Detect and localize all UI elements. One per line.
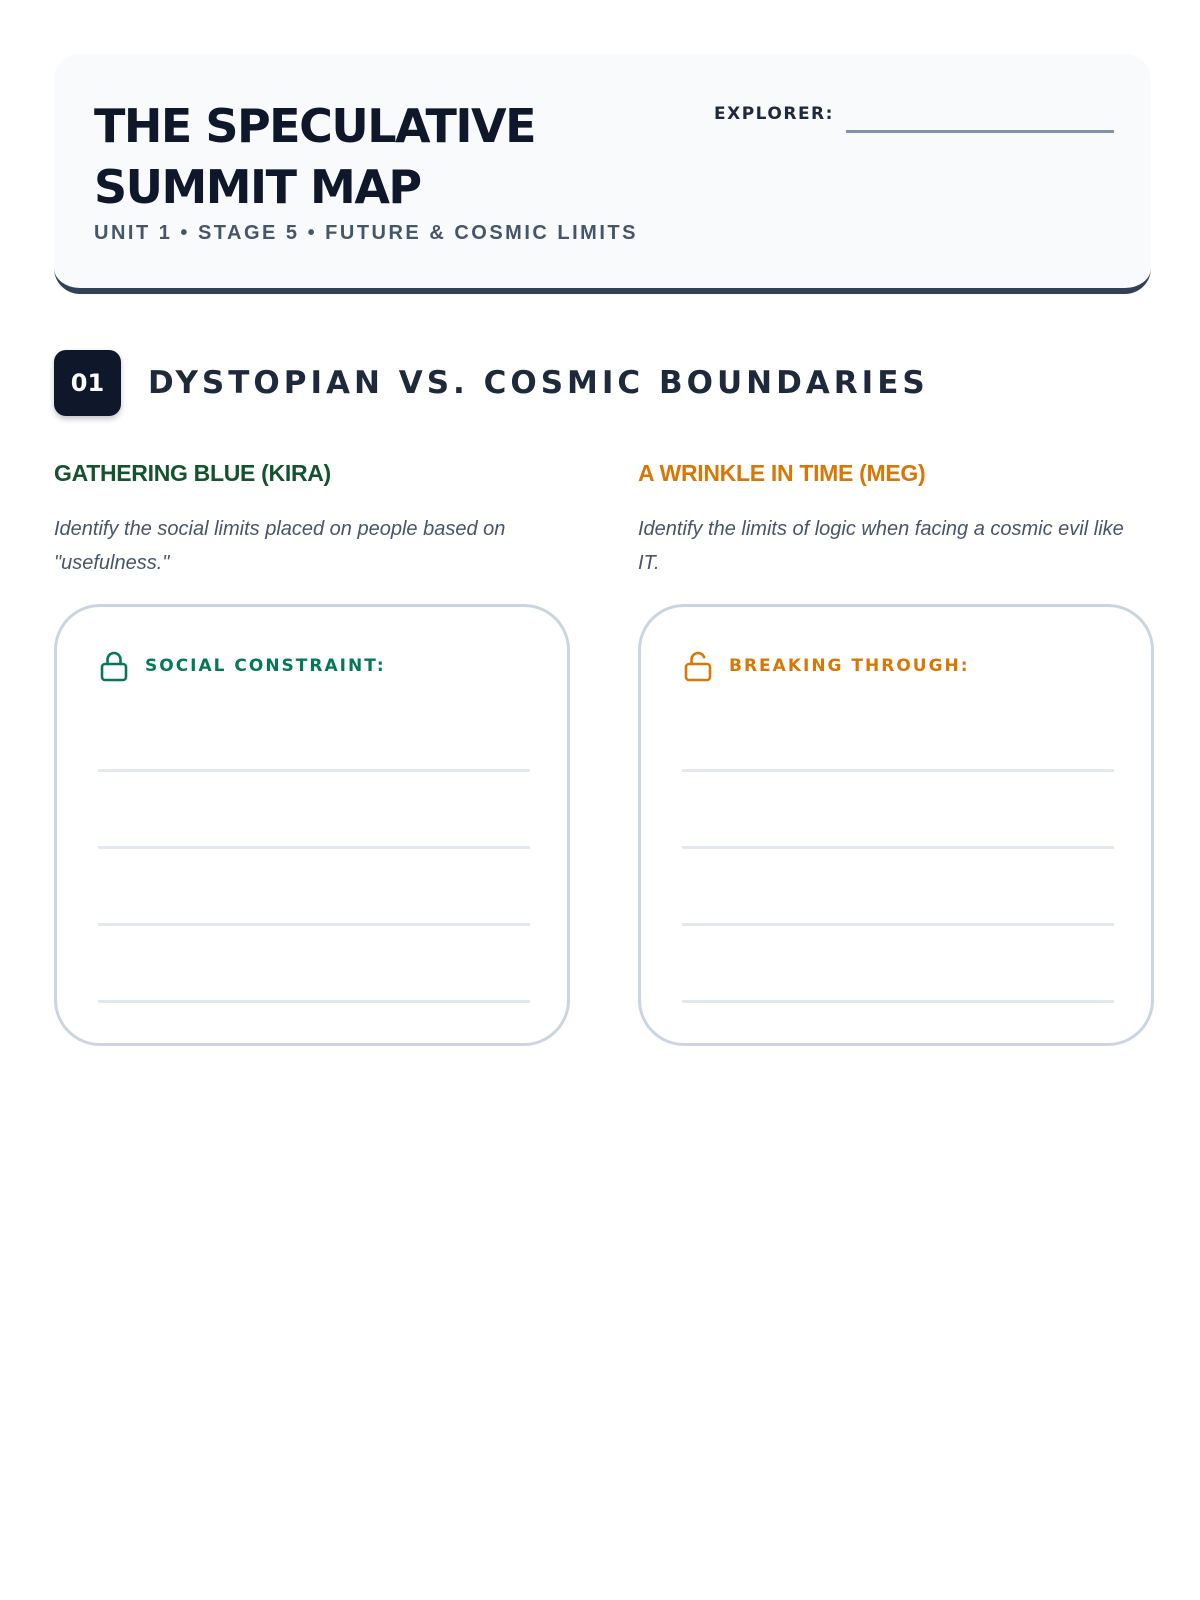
left-book-title: GATHERING BLUE (KIRA) bbox=[54, 460, 331, 486]
explorer-name-field[interactable] bbox=[846, 130, 1114, 133]
section-title: DYSTOPIAN VS. COSMIC BOUNDARIES bbox=[148, 365, 929, 401]
right-prompt: Identify the limits of logic when facing a cosmic evil like IT. bbox=[638, 518, 1124, 574]
page-title: THE SPECULATIVE SUMMIT MAP bbox=[94, 99, 536, 214]
writing-line[interactable] bbox=[98, 1000, 530, 1003]
explorer-label: EXPLORER: bbox=[714, 104, 834, 124]
section-number-badge: 01 bbox=[54, 350, 121, 416]
answer-box-header bbox=[97, 649, 386, 683]
answer-box-header bbox=[681, 649, 970, 683]
writing-line[interactable] bbox=[682, 923, 1114, 926]
page-subtitle: UNIT 1 • STAGE 5 • FUTURE & COSMIC LIMITS bbox=[94, 222, 638, 244]
writing-line[interactable] bbox=[682, 846, 1114, 849]
right-book-title: A WRINKLE IN TIME (MEG) bbox=[638, 460, 926, 486]
social-constraint-answer-box[interactable] bbox=[54, 604, 570, 1046]
breaking-through-answer-box[interactable] bbox=[638, 604, 1154, 1046]
header-card bbox=[54, 54, 1151, 294]
writing-line[interactable] bbox=[682, 1000, 1114, 1003]
answer-box-label: SOCIAL CONSTRAINT: bbox=[145, 656, 386, 676]
writing-line[interactable] bbox=[98, 846, 530, 849]
writing-line[interactable] bbox=[98, 923, 530, 926]
left-prompt: Identify the social limits placed on people based on "usefulness." bbox=[54, 518, 506, 574]
answer-box-label: BREAKING THROUGH: bbox=[729, 656, 970, 676]
writing-line[interactable] bbox=[682, 769, 1114, 772]
writing-line[interactable] bbox=[98, 769, 530, 772]
lock-open-icon bbox=[681, 649, 715, 683]
lock-closed-icon bbox=[97, 649, 131, 683]
